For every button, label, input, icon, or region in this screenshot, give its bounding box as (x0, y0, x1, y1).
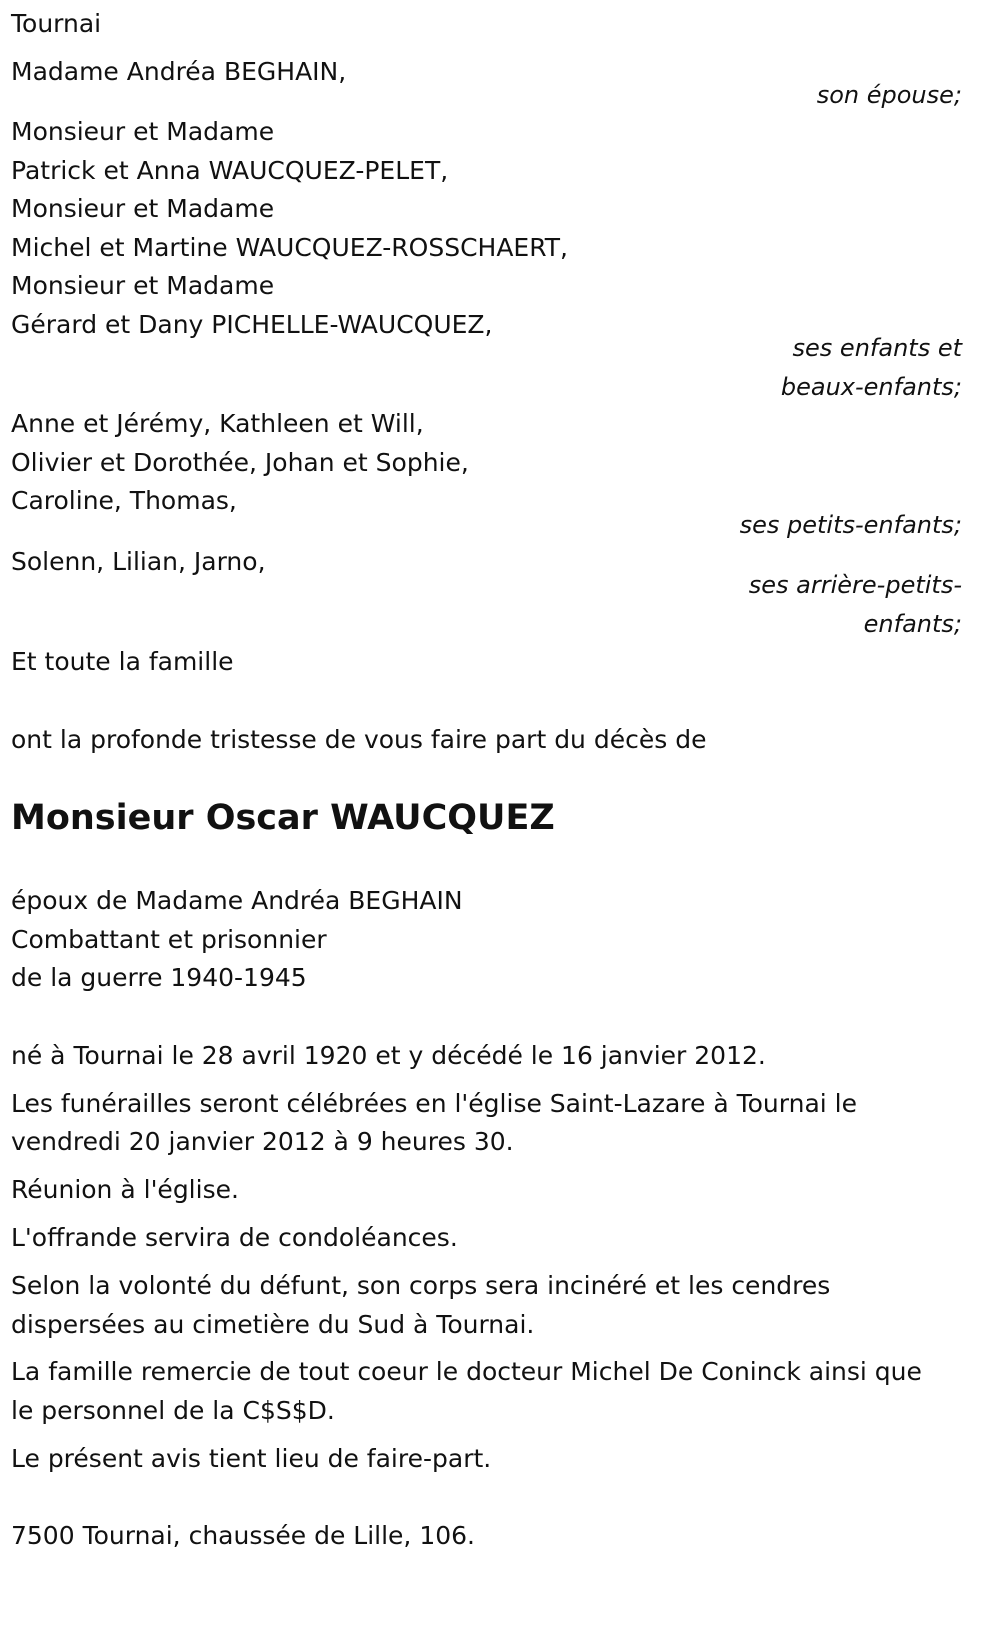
deceased-detail: Combattant et prisonnier (11, 925, 327, 954)
deceased-name: Monsieur Oscar WAUCQUEZ (11, 798, 555, 838)
great-grandchildren-role: ses arrière-petits- (748, 571, 962, 599)
deceased-detail: époux de Madame Andréa BEGHAIN (11, 886, 463, 915)
deceased-detail: de la guerre 1940-1945 (11, 963, 307, 992)
funeral-ceremony-line: vendredi 20 janvier 2012 à 9 heures 30. (11, 1127, 514, 1156)
grandchildren-line: Anne et Jérémy, Kathleen et Will, (11, 409, 424, 438)
cremation-line: dispersées au cimetière du Sud à Tournai. (11, 1310, 535, 1339)
notice-line: Le présent avis tient lieu de faire-part. (11, 1444, 492, 1473)
offering-line: L'offrande servira de condoléances. (11, 1223, 458, 1252)
announcement-intro: ont la profonde tristesse de vous faire part du décès de (11, 725, 707, 754)
birth-death-line: né à Tournai le 28 avril 1920 et y décédé le 16 janvier 2012. (11, 1041, 766, 1070)
spouse-role: son épouse; (816, 81, 962, 109)
children-line: Michel et Martine WAUCQUEZ-ROSSCHAERT, (11, 233, 568, 262)
funeral-ceremony-line: Les funérailles seront célébrées en l'église Saint-Lazare à Tournai le (11, 1089, 857, 1118)
children-role: ses enfants et (792, 334, 962, 362)
thanks-line: La famille remercie de tout coeur le docteur Michel De Coninck ainsi que (11, 1357, 922, 1386)
whole-family-line: Et toute la famille (11, 647, 234, 676)
address-line: 7500 Tournai, chaussée de Lille, 106. (11, 1521, 475, 1550)
grandchildren-line: Olivier et Dorothée, Johan et Sophie, (11, 448, 469, 477)
children-line: Gérard et Dany PICHELLE-WAUCQUEZ, (11, 310, 493, 339)
meeting-line: Réunion à l'église. (11, 1175, 239, 1204)
spouse-name: Madame Andréa BEGHAIN, (11, 57, 347, 86)
children-line: Patrick et Anna WAUCQUEZ-PELET, (11, 156, 449, 185)
grandchildren-line: Caroline, Thomas, (11, 486, 237, 515)
children-line: Monsieur et Madame (11, 271, 275, 300)
city-heading: Tournai (11, 9, 102, 38)
grandchildren-role: ses petits-enfants; (739, 511, 962, 539)
children-line: Monsieur et Madame (11, 117, 275, 146)
great-grandchildren-role: enfants; (863, 610, 962, 638)
thanks-line: le personnel de la C$S$D. (11, 1396, 335, 1425)
children-role: beaux-enfants; (780, 373, 962, 401)
cremation-line: Selon la volonté du défunt, son corps sera incinéré et les cendres (11, 1271, 831, 1300)
children-line: Monsieur et Madame (11, 194, 275, 223)
great-grandchildren-line: Solenn, Lilian, Jarno, (11, 547, 266, 576)
